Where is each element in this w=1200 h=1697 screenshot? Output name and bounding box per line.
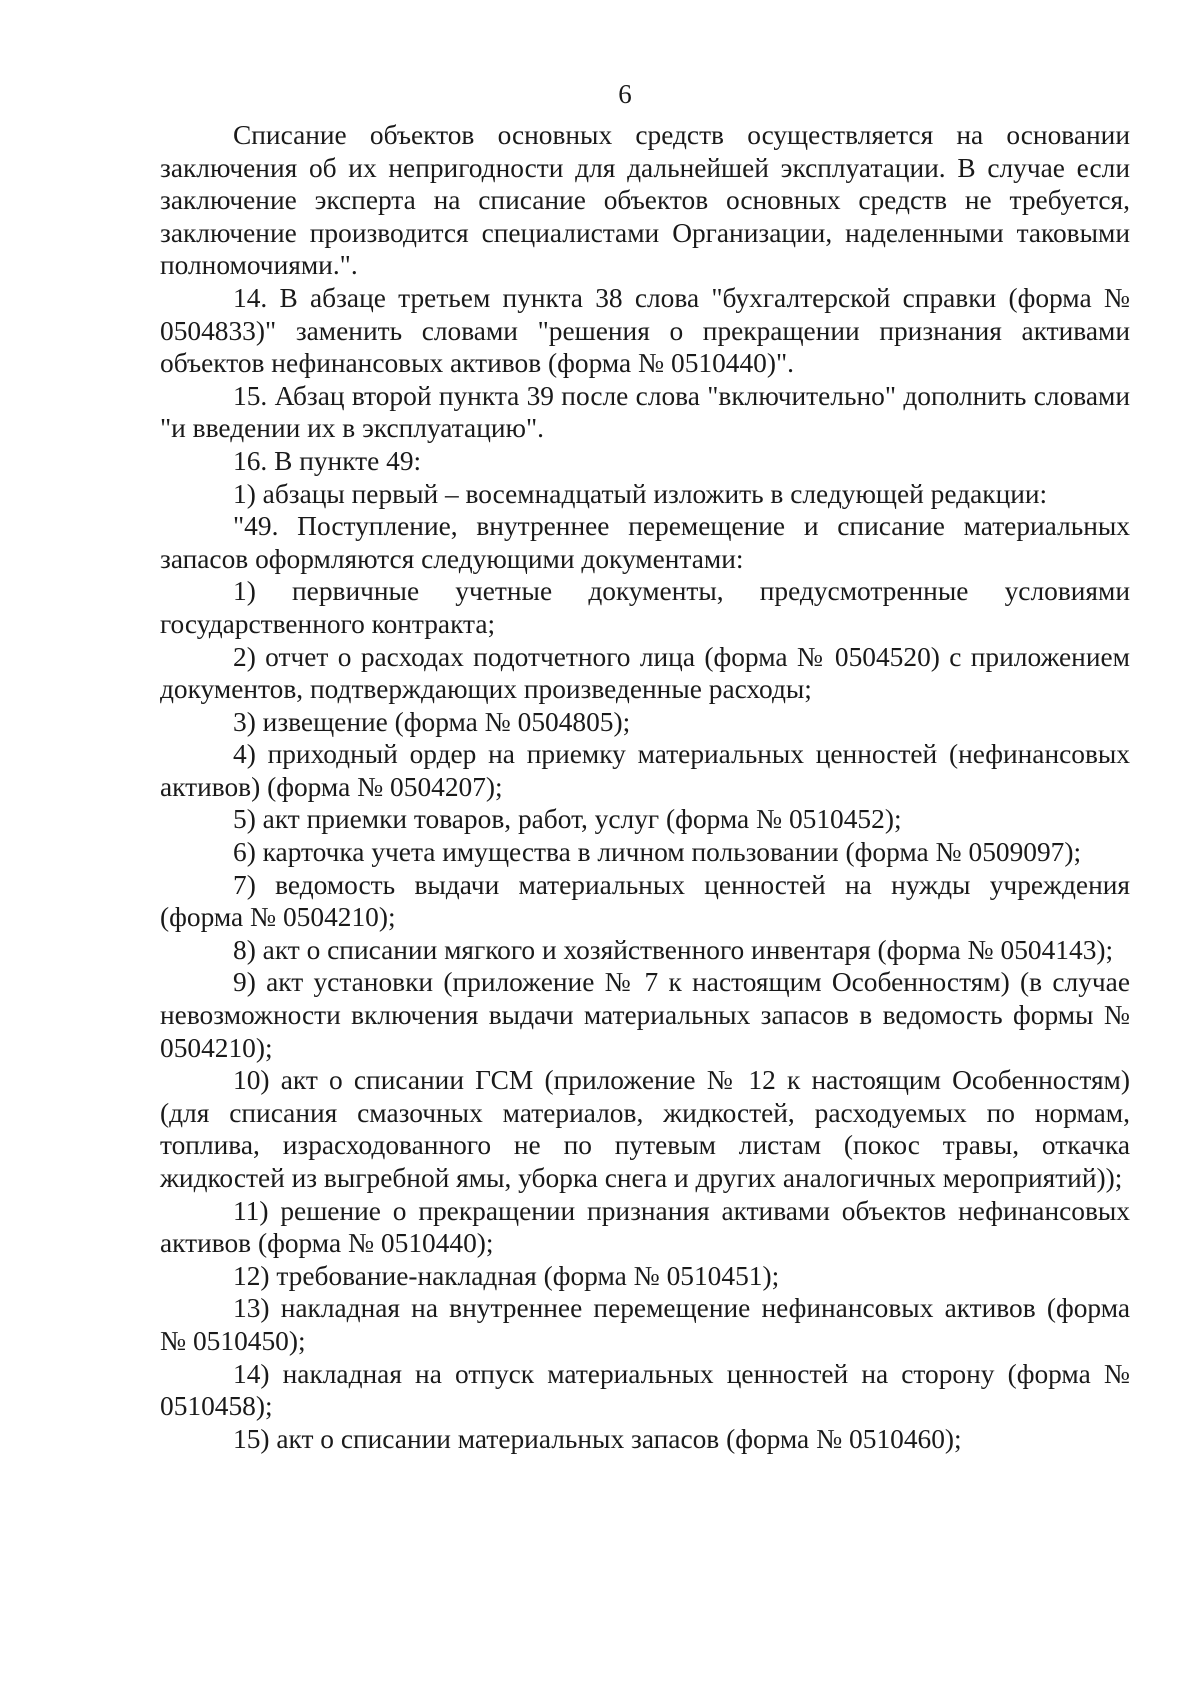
list-item-12: 12) требование-накладная (форма № 0510451); <box>233 1260 780 1291</box>
list-item-11: 11) решение о прекращении признания активами объектов нефинансовых активов (форма № 0510440); <box>160 1195 1130 1259</box>
document-body <box>160 119 1130 1455</box>
paragraph-continuation: Списание объектов основных средств осуществляется на основании заключения об их непригодности для дальнейшей эксплуатации. В случае если заключение эксперта на списание объектов основных средств не требуется, заключение производится специалистами Организации, наделенными таковыми полномочиями.". <box>160 120 1130 281</box>
list-item-14: 14) накладная на отпуск материальных ценностей на сторону (форма № 0510458); <box>160 1358 1130 1422</box>
paragraph-point-49: "49. Поступление, внутреннее перемещение и списание материальных запасов оформляются следующими документами: <box>160 511 1130 574</box>
list-item-5: 5) акт приемки товаров, работ, услуг (форма № 0510452); <box>233 804 902 835</box>
page-number: 6 <box>618 79 632 109</box>
list-item-15: 15) акт о списании материальных запасов (форма № 0510460); <box>233 1423 962 1454</box>
list-item-8: 8) акт о списании мягкого и хозяйственного инвентаря (форма № 0504143); <box>233 934 1114 965</box>
paragraph-subitem-1: 1) абзацы первый – восемнадцатый изложить в следующей редакции: <box>233 478 1048 509</box>
list-item-1: 1) первичные учетные документы, предусмотренные условиями государственного контракта; <box>160 576 1130 639</box>
list-item-6: 6) карточка учета имущества в личном пользовании (форма № 0509097); <box>233 837 1082 868</box>
list-item-7: 7) ведомость выдачи материальных ценностей на нужды учреждения (форма № 0504210); <box>160 869 1130 933</box>
paragraph-item-14: 14. В абзаце третьем пункта 38 слова "бухгалтерской справки (форма № 0504833)" заменить словами "решения о прекращении признания активами объектов нефинансовых активов (форма № 0510440)". <box>160 282 1130 379</box>
list-item-4: 4) приходный ордер на приемку материальных ценностей (нефинансовых активов) (форма № 0504207); <box>160 739 1130 802</box>
list-item-3: 3) извещение (форма № 0504805); <box>233 706 631 737</box>
list-item-13: 13) накладная на внутреннее перемещение нефинансовых активов (форма № 0510450); <box>160 1293 1130 1356</box>
list-item-10: 10) акт о списании ГСМ (приложение № 12 к настоящим Особенностям) (для списания смазочных материалов, жидкостей, расходуемых по нормам, топлива, израсходованного не по путевым листам (покос травы, откачка жидкостей из выгребной ямы, уборка снега и других аналогичных мероприятий)); <box>160 1065 1130 1193</box>
list-item-9: 9) акт установки (приложение № 7 к настоящим Особенностям) (в случае невозможности включения выдачи материальных запасов в ведомость формы № 0504210); <box>160 967 1130 1063</box>
paragraph-item-16: 16. В пункте 49: <box>233 445 422 476</box>
paragraph-item-15: 15. Абзац второй пункта 39 после слова "включительно" дополнить словами "и введении их в эксплуатацию". <box>160 380 1130 444</box>
list-item-2: 2) отчет о расходах подотчетного лица (форма № 0504520) с приложением документов, подтверждающих произведенные расходы; <box>160 641 1130 705</box>
